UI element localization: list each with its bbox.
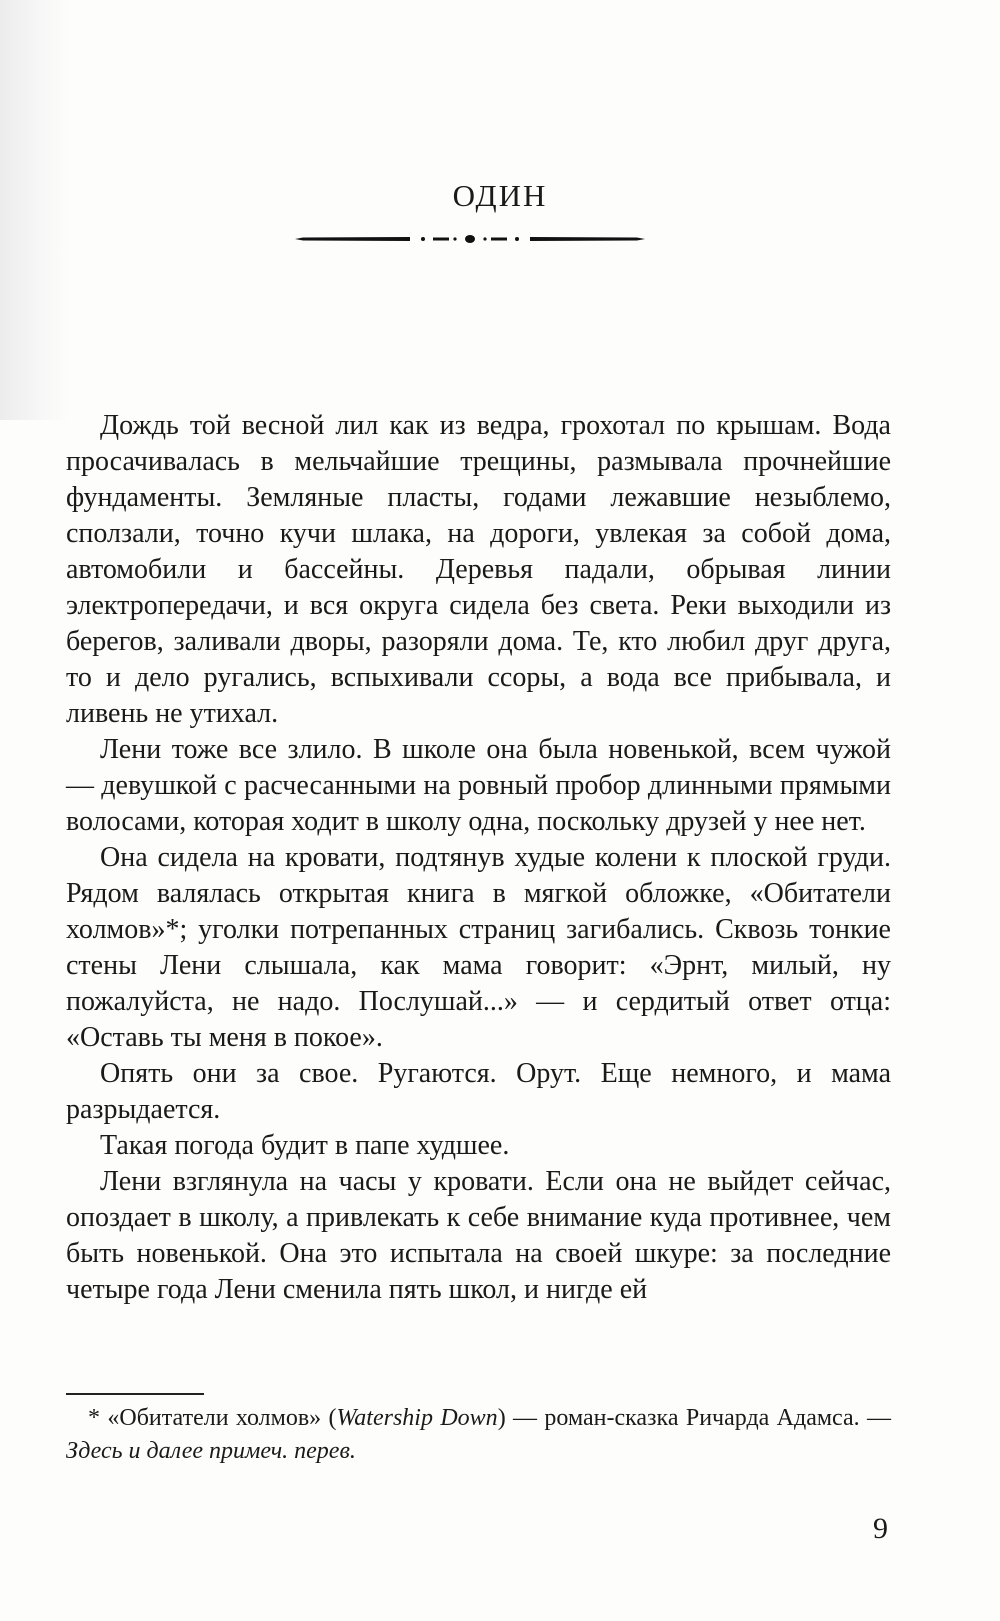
footnote-text-2: ) — роман-сказка Ричарда Адамса. — [497,1405,892,1431]
paragraph-2: Лени тоже все злило. В школе она была новенькой, всем чужой — девушкой с расчесанными на ровный пробор длинными прямыми волосами, которая ходит в школу одна, поскольку друзей у нее нет. [66,734,891,837]
paragraph-6: Лени взглянула на часы у кровати. Если она не выйдет сейчас, опоздает в школу, а привлекать к себе внимание куда противнее, чем быть новенькой. Она это испытала на своей шкуре: за последние четыре года Лени сменила пять школ, и нигде ей [66,1166,891,1305]
footnote-original-title: Watership Down [336,1405,498,1431]
page-number: 9 [873,1512,888,1545]
footnote-divider [66,1393,204,1395]
chapter-ornament-icon [295,232,645,246]
footnote [66,1402,891,1468]
chapter-title: ОДИН [452,178,548,213]
footnote-translator-note: Здесь и далее примеч. перев. [66,1438,356,1464]
paragraph-5: Такая погода будит в папе худшее. [100,1130,510,1161]
paragraph-4: Опять они за свое. Ругаются. Орут. Еще немного, и мама разрыдается. [66,1058,891,1125]
footnote-marker: * [88,1405,108,1431]
main-text [66,408,891,1308]
paragraph-3: Она сидела на кровати, подтянув худые колени к плоской груди. Рядом валялась открытая книга в мягкой обложке, «Обитатели холмов»*; уголки потрепанных страниц загибались. Сквозь тонкие стены Лени слышала, как мама говорит: «Эрнт, милый, ну пожалуйста, не надо. Послушай...» — и сердитый ответ отца: «Оставь ты меня в покое». [66,842,891,1053]
footnote-text-1: «Обитатели холмов» ( [107,1405,337,1431]
paragraph-1: Дождь той весной лил как из ведра, грохотал по крышам. Вода просачивалась в мельчайшие трещины, размывала прочнейшие фундаменты. Земляные пласты, годами лежавшие незыблемо, сползали, точно кучи шлака, на дороги, увлекая за собой дома, автомобили и бассейны. Деревья падали, обрывая линии электропередачи, и вся округа сидела без света. Реки выходили из берегов, заливали дворы, разоряли дома. Те, кто любил друг друга, то и дело ругались, вспыхивали ссоры, а вода все прибывала, и ливень не утихал. [66,410,891,729]
